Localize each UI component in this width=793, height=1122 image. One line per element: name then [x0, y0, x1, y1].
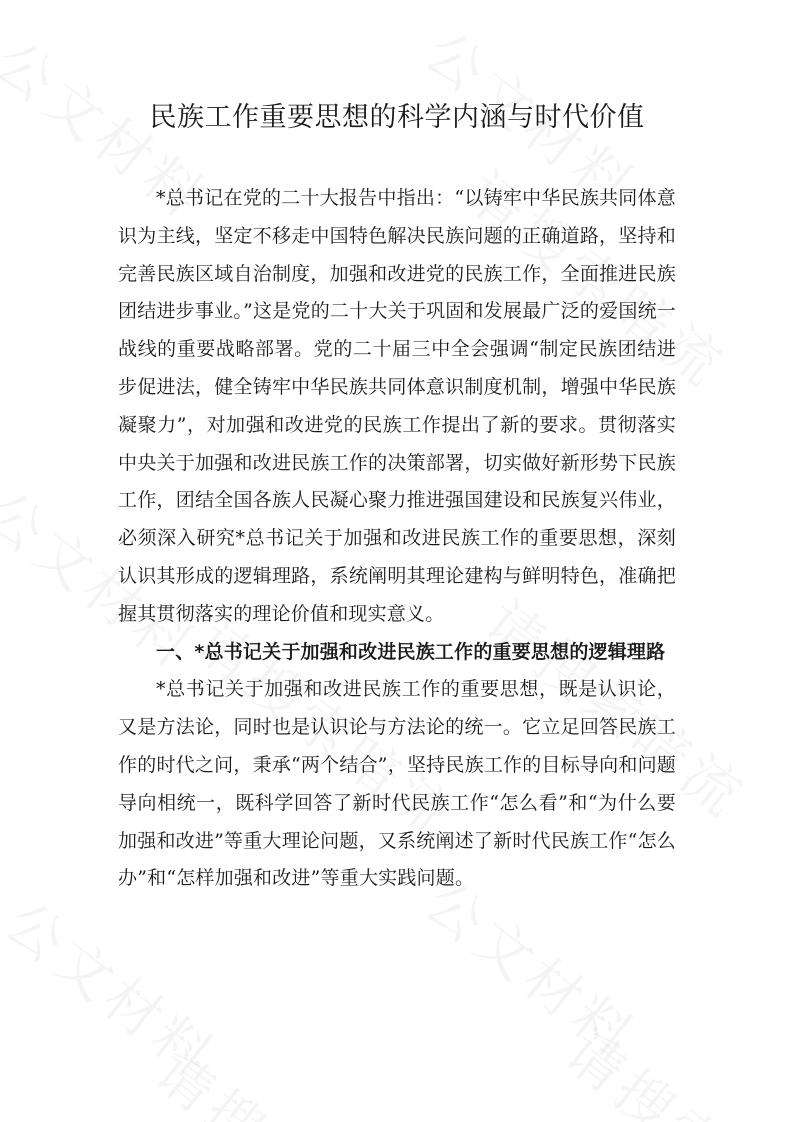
watermark-text — [0, 880, 235, 1096]
watermark-text — [141, 1030, 435, 1122]
document-title: 民族工作重要思想的科学内涵与时代价值 — [149, 102, 645, 133]
intro-paragraph: *总书记在党的二十大报告中指出：“以铸牢中华民族共同体意识为主线，坚定不移走中国特色解决民族问题的正确道路，坚持和完善民族区域自治制度，加强和改进党的民族工作，全面推进民族团结进步事业。”这是党的二十大关于巩固和发展最广泛的爱国统一战线的重要战略部署。党的二十届三中全会强调“制定民族团结进步促进法，健全铸牢中华民族共同体意识制度机制，增强中华民族凝聚力”，对加强和改进党的民族工作提出了新的要求。贯彻落实中央关于加强和改进民族工作的决策部署，切实做好新形势下民族工作，团结全国各族人民凝心聚力推进强国建设和民族复兴伟业，必须深入研究*总书记关于加强和改进民族工作的重要思想，深刻认识其形成的逻辑理路，系统阐明其理论建构与鲜明特色，准确把握其贯彻落实的理论价值和现实意义。 — [118, 187, 676, 625]
section-heading: 一、*总书记关于加强和改进民族工作的重要思想的逻辑理路 — [156, 640, 666, 663]
section-paragraph: *总书记关于加强和改进民族工作的重要思想，既是认识论，又是方法论，同时也是认识论与方法论的统一。它立足回答民族工作的时代之问，秉承“两个结合”，坚持民族工作的目标导向和问题导向相统一，既科学回答了新时代民族工作“怎么看”和“为什么要加强和改进”等重大理论问题，又系统阐述了新时代民族工作“怎么办”和“怎样加强和改进”等重大实践问题。 — [118, 678, 676, 890]
watermark-text — [551, 1010, 793, 1122]
document-body — [118, 96, 676, 898]
